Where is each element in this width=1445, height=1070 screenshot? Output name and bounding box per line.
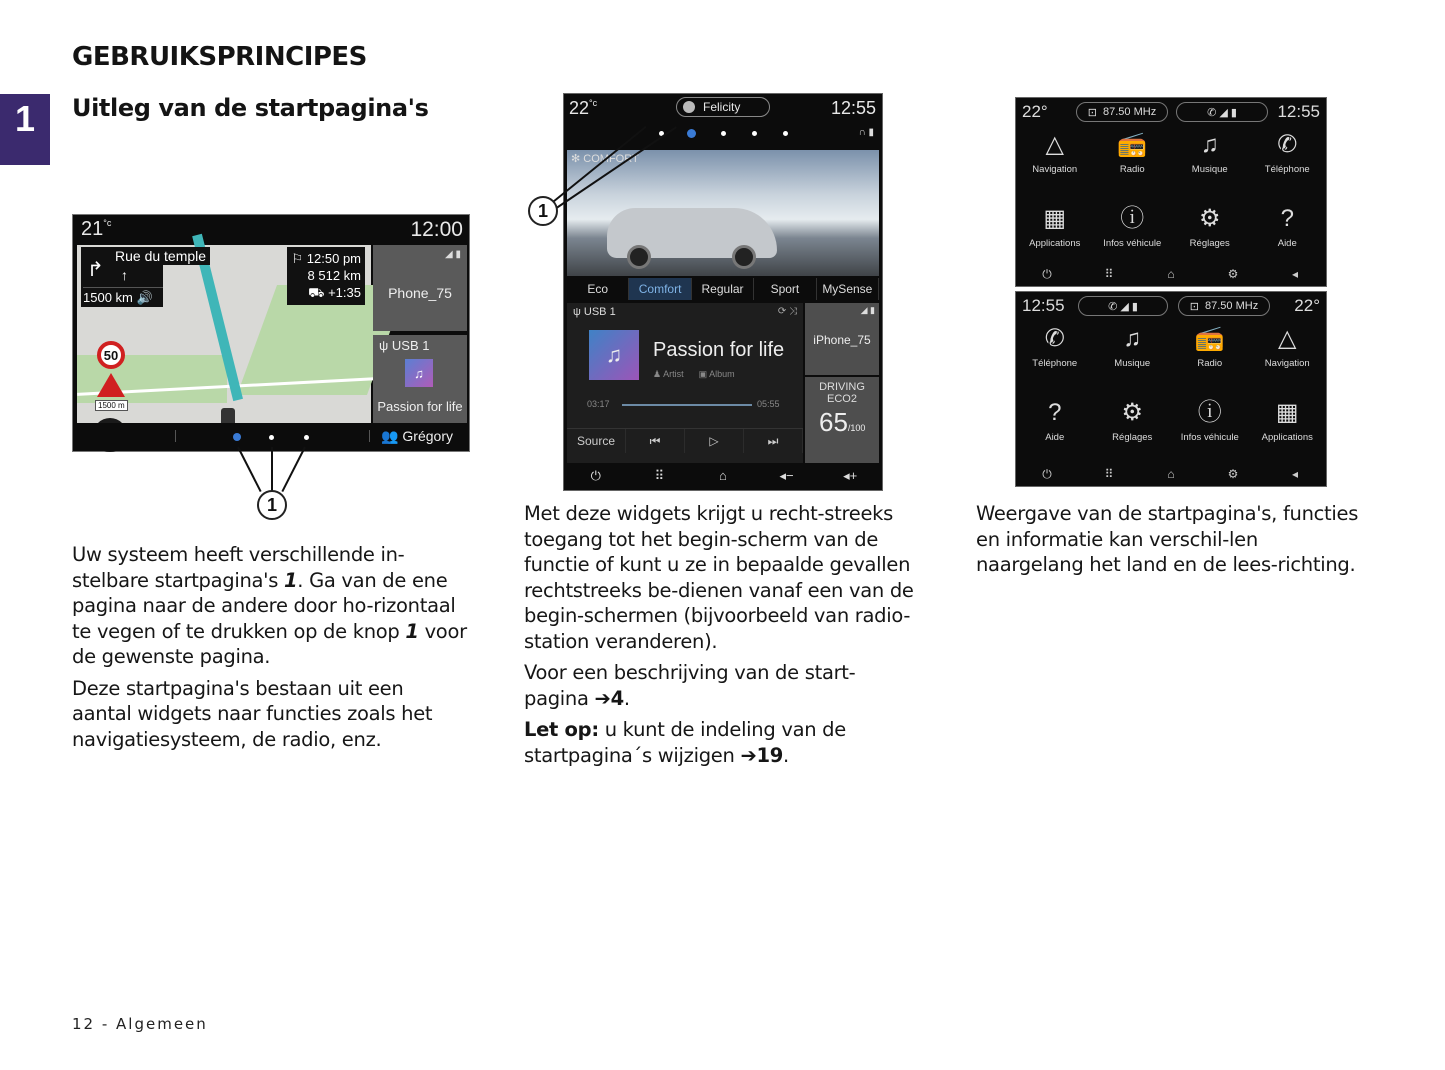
menu-item-help: ? Aide [1249, 200, 1327, 268]
phone-icon: ✆ [1277, 131, 1298, 158]
bottom-bar: 👥 Grégory [73, 423, 469, 451]
menu-item-radio: 📻 Radio [1171, 320, 1249, 388]
applications-icon: ▦ [1043, 205, 1067, 232]
vehicle-info-icon: ⓘ [1120, 205, 1145, 232]
temperature: 22° [1294, 296, 1320, 315]
menu-item-navigation: △ Navigation [1016, 126, 1094, 194]
column-3-text [976, 501, 1371, 584]
fan-icon: ✻ [571, 153, 584, 165]
column-2-text [524, 501, 919, 774]
menu-item-vehicle-info: ⓘ Infos véhicule [1171, 394, 1249, 462]
power-icon: ⏻ [1042, 267, 1052, 281]
vehicle-settings-icon: ⚙ [1227, 467, 1239, 481]
page-reference-link[interactable]: 4 [610, 686, 624, 710]
track-title: Passion for life [653, 339, 785, 361]
page-footer: 12 - Algemeen [72, 1015, 208, 1033]
callout-line [237, 447, 261, 492]
avatar [683, 101, 695, 113]
album-icon: ▣ [698, 369, 710, 379]
page-reference-link[interactable]: 19 [756, 743, 784, 767]
menu-item-vehicle-info: ⓘ Infos véhicule [1094, 200, 1172, 268]
status-pill: ✆ ◢ ▮ [1078, 296, 1168, 316]
phone-widget: ◢ ▮ Phone_75 [373, 245, 467, 331]
media-player-widget: ψ USB 1 ⟳ ⤨ ♫ Passion for life ♟ Artist ▣ Album 03:17 05:55 Source ⏮ ▷ ⏭ [567, 303, 803, 463]
usb-icon: ψ [379, 338, 392, 353]
music-icon: ♫ [1200, 131, 1219, 158]
menu-screen-ltr-illustration [1015, 97, 1327, 287]
chapter-tab: 1 [0, 94, 50, 165]
phone-widget: ◢ ▮ iPhone_75 [805, 303, 879, 375]
mode-mysense: MySense [817, 278, 879, 300]
menu-item-phone: ✆ Téléphone [1249, 126, 1327, 194]
arrow-right-icon: ➔ [594, 686, 611, 710]
traffic-icon: ⛟ [308, 285, 329, 300]
signal-battery-icon: ◢ ▮ [445, 249, 461, 260]
navigation-icon: △ [1278, 325, 1297, 352]
home-icon: ⌂ [1167, 467, 1175, 481]
music-note-icon: ♫ [405, 359, 433, 387]
drive-mode-tabs [567, 278, 879, 300]
bottom-nav [1016, 264, 1326, 284]
radio-icon: 📻 [1194, 325, 1225, 352]
paragraph: Met deze widgets krijgt u recht-streeks toegang tot het begin-scherm van de functie of kunt u ze in bepaalde gevallen rechtstreeks be-dienen vanaf een van de begin-schermen (bijvoorbeeld van radio-station veranderen). [524, 502, 914, 653]
radio-pill: ⊡ 87.50 MHz [1178, 296, 1270, 316]
duration: 05:55 [757, 399, 780, 409]
finish-flag-icon: ⚐ [291, 251, 307, 266]
menu-item-navigation: △ Navigation [1249, 320, 1327, 388]
phone-icon: ✆ [1044, 325, 1065, 352]
repeat-shuffle-icon: ⟳ ⤨ [777, 306, 797, 317]
next-icon: ⏭ [744, 429, 803, 453]
next-street: Rue du temple [111, 247, 210, 265]
status-bar [73, 215, 469, 245]
eta-panel: ⚐ 12:50 pm 8 512 km ⛟ +1:35 [287, 247, 365, 305]
mode-sport: Sport [754, 278, 816, 300]
menu-item-phone: ✆ Téléphone [1016, 320, 1094, 388]
radio-icon: ⊡ [1189, 300, 1199, 313]
callout-line [281, 447, 305, 492]
page-dot [752, 131, 757, 136]
vehicle-info-icon: ⓘ [1197, 399, 1222, 426]
home-icon: ⌂ [1167, 267, 1175, 281]
help-icon: ? [1280, 205, 1294, 232]
paragraph: Deze startpagina's bestaan uit een aantal widgets naar functies zoals het navigatiesysteem, de radio, enz. [72, 676, 433, 751]
previous-icon: ⏮ [626, 429, 685, 453]
bottom-nav [564, 462, 882, 490]
paragraph: Uw systeem heeft verschillende in-stelbare startpagina's 1. Ga van de ene pagina naar de andere door ho-rizontaal te vegen of te drukken op de knop 1 voor de gewenste pagina. [72, 543, 467, 668]
music-icon: ♫ [1123, 325, 1142, 352]
speed-limit-sign: 50 [97, 341, 125, 369]
progress-bar [622, 404, 752, 406]
status-pill: ✆ ◢ ▮ [1176, 102, 1268, 122]
note-label: Let op: [524, 718, 599, 741]
page-dot [721, 131, 726, 136]
callout-1: 1 [257, 490, 287, 520]
volume-down-icon: ◂− [779, 468, 794, 483]
page-dot-active [233, 433, 241, 441]
page-dot [269, 435, 274, 440]
menu-item-applications: ▦ Applications [1016, 200, 1094, 268]
temperature: 22° [1022, 102, 1048, 121]
roundabout-icon: ↱ [87, 259, 104, 281]
turn-distance: 1500 km 🔊 [83, 287, 163, 306]
nav-home-screen-illustration [72, 214, 470, 452]
car-wheel [627, 245, 651, 269]
power-icon: ⏻ [590, 468, 601, 483]
headset-battery-icon: ∩ ▮ [858, 127, 874, 138]
clock: 12:55 [830, 98, 876, 118]
menu-item-music: ♫ Musique [1171, 126, 1249, 194]
power-icon: ⏻ [1042, 467, 1052, 481]
page-dot [304, 435, 309, 440]
menu-item-radio: 📻 Radio [1094, 126, 1172, 194]
menu-item-music: ♫ Musique [1094, 320, 1172, 388]
page-dot-active [687, 129, 696, 138]
warning-distance: 1500 m [95, 400, 128, 411]
section-title: GEBRUIKSPRINCIPES [72, 42, 367, 72]
car-wheel [732, 245, 756, 269]
reference-1: 1 [284, 568, 298, 592]
volume-up-icon: ◂+ [843, 468, 858, 483]
column-1-text [72, 542, 467, 758]
artist-icon: ♟ [653, 369, 664, 379]
temperature: $21^{^\circ c}$ [81, 218, 112, 240]
clock: 12:55 [1277, 102, 1320, 121]
page-subtitle: Uitleg van de startpagina's [72, 94, 429, 122]
navigation-icon: △ [1045, 131, 1064, 158]
media-controls [567, 428, 803, 453]
usb-icon: ψ [573, 306, 584, 318]
temperature: $22^{^\circ c}$ [569, 98, 598, 118]
radio-icon: ⊡ [1087, 106, 1097, 119]
vehicle-settings-icon: ⚙ [1227, 267, 1239, 281]
apps-grid-icon: ⠿ [1104, 467, 1114, 481]
clock: 12:55 [1022, 296, 1065, 315]
apps-grid-icon: ⠿ [654, 468, 665, 483]
mode-eco: Eco [567, 278, 629, 300]
warning-triangle-icon [97, 373, 125, 397]
menu-grid [1016, 126, 1326, 268]
mode-regular: Regular [692, 278, 754, 300]
applications-icon: ▦ [1275, 399, 1299, 426]
volume-icon: ◂ [1291, 267, 1299, 281]
volume-icon: ◂ [1291, 467, 1299, 481]
play-icon: ▷ [685, 429, 744, 453]
page-dot [783, 131, 788, 136]
signal-battery-icon: ◢ ▮ [860, 305, 875, 315]
paragraph: Let op: u kunt de indeling van de startpagina´s wijzigen ➔19. [524, 718, 846, 767]
speaker-icon: 🔊 [136, 290, 153, 305]
profile-pill: Felicity [676, 97, 770, 117]
apps-grid-icon: ⠿ [1104, 267, 1114, 281]
gear-icon: ⚙ [1121, 399, 1143, 426]
divider [175, 430, 176, 442]
media-widget: ψ USB 1 ♫ Passion for life [373, 335, 467, 423]
divider [369, 430, 370, 442]
driving-eco-widget: DRIVING ECO2 65/100 [805, 377, 879, 463]
menu-screen-rtl-illustration [1015, 291, 1327, 487]
callout-line [271, 447, 273, 491]
callout-1: 1 [528, 196, 558, 226]
users-icon: 👥 [381, 428, 403, 444]
paragraph: Voor een beschrijving van de start-pagina ➔4. [524, 661, 856, 710]
menu-item-applications: ▦ Applications [1249, 394, 1327, 462]
clock: 12:00 [410, 218, 463, 241]
arrow-right-icon: ➔ [740, 743, 757, 767]
paragraph: Weergave van de startpagina's, functies en informatie kan verschil-len naargelang het land en de lees-richting. [976, 502, 1359, 576]
home-icon: ⌂ [719, 468, 727, 483]
reference-1: 1 [405, 619, 419, 643]
bottom-nav [1016, 464, 1326, 484]
radio-icon: 📻 [1117, 131, 1148, 158]
lane-arrow-icon: ↑ [121, 267, 128, 283]
menu-item-help: ? Aide [1016, 394, 1094, 462]
menu-item-settings: ⚙ Réglages [1094, 394, 1172, 462]
elapsed-time: 03:17 [587, 399, 610, 409]
help-icon: ? [1048, 399, 1062, 426]
menu-item-settings: ⚙ Réglages [1171, 200, 1249, 268]
music-note-icon: ♫ [589, 330, 639, 380]
source-button: Source [567, 429, 626, 453]
gear-icon: ⚙ [1198, 205, 1221, 232]
mode-comfort: Comfort [629, 278, 691, 300]
radio-pill: ⊡ 87.50 MHz [1076, 102, 1168, 122]
menu-grid [1016, 320, 1326, 462]
drive-mode-widget: ✻ COMFORT [567, 150, 879, 276]
